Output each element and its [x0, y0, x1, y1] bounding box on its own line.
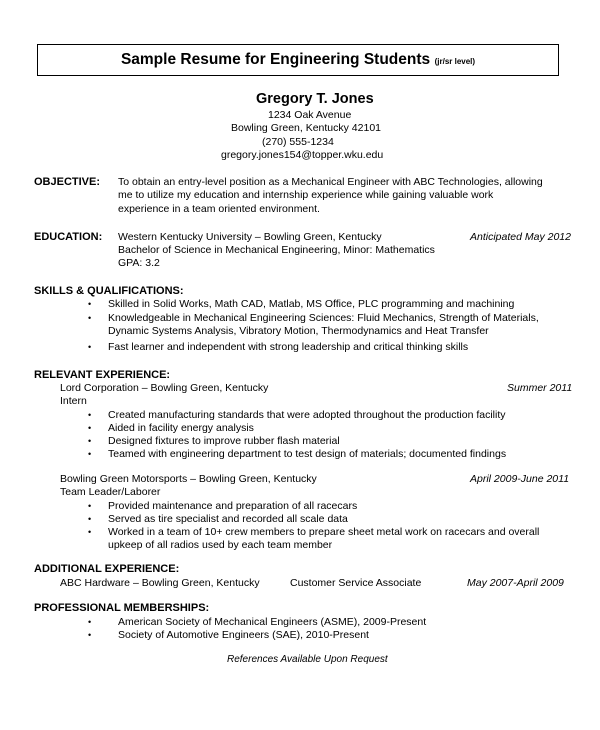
job-duty: Served as tire specialist and recorded all scale data — [108, 513, 348, 525]
education-date: Anticipated May 2012 — [470, 231, 571, 243]
bullet: • — [88, 423, 92, 433]
job-company: Lord Corporation – Bowling Green, Kentucky — [60, 382, 269, 394]
objective-line: me to utilize my education and internship experience while gaining valuable work — [118, 189, 494, 201]
additional-role: Customer Service Associate — [290, 577, 422, 589]
bullet: • — [88, 514, 92, 524]
additional-heading: ADDITIONAL EXPERIENCE: — [34, 563, 180, 575]
objective-line: To obtain an entry-level position as a Mechanical Engineer with ABC Technologies, allowing — [118, 176, 543, 188]
bullet: • — [88, 342, 92, 352]
bullet: • — [88, 436, 92, 446]
skill-item: Skilled in Solid Works, Math CAD, Matlab, MS Office, PLC programming and machining — [108, 298, 515, 310]
job-role: Team Leader/Laborer — [60, 486, 161, 498]
additional-date: May 2007-April 2009 — [467, 577, 564, 589]
memberships-heading: PROFESSIONAL MEMBERSHIPS: — [34, 602, 210, 614]
additional-company: ABC Hardware – Bowling Green, Kentucky — [60, 577, 260, 589]
job-date: April 2009-June 2011 — [470, 473, 570, 485]
bullet: • — [88, 527, 92, 537]
bullet: • — [88, 617, 92, 627]
skill-item: Dynamic Systems Analysis, Vibratory Motion, Thermodynamics and Heat Transfer — [108, 325, 489, 337]
email-address: gregory.jones154@topper.wku.edu — [221, 149, 384, 161]
job-company: Bowling Green Motorsports – Bowling Green, Kentucky — [60, 473, 317, 485]
bullet: • — [88, 501, 92, 511]
skill-item: Knowledgeable in Mechanical Engineering Sciences: Fluid Mechanics, Strength of Materials, — [108, 312, 539, 324]
job-duty: Teamed with engineering department to test design of materials; documented findings — [108, 448, 507, 460]
candidate-name: Gregory T. Jones — [256, 91, 374, 107]
objective-heading: OBJECTIVE: — [34, 176, 101, 188]
job-role: Intern — [60, 395, 87, 407]
membership-item: Society of Automotive Engineers (SAE), 2010-Present — [118, 629, 369, 641]
experience-heading: RELEVANT EXPERIENCE: — [34, 369, 171, 381]
education-degree: Bachelor of Science in Mechanical Engineering, Minor: Mathematics — [118, 244, 435, 256]
job-duty: Designed fixtures to improve rubber flash material — [108, 435, 340, 447]
education-heading: EDUCATION: — [34, 231, 103, 243]
job-duty: Aided in facility energy analysis — [108, 422, 254, 434]
resume-title-box — [37, 44, 559, 76]
job-duty: Created manufacturing standards that were adopted throughout the production facility — [108, 409, 506, 421]
resume-title: Sample Resume for Engineering Students — [120, 51, 431, 68]
objective-line: experience in a team oriented environment. — [118, 203, 320, 215]
membership-item: American Society of Mechanical Engineers (ASME), 2009-Present — [118, 616, 427, 628]
resume-title-level: (jr/sr level) — [434, 57, 476, 66]
job-duty: Worked in a team of 10+ crew members to prepare sheet metal work on racecars and overall — [108, 526, 540, 538]
skills-heading: SKILLS & QUALIFICATIONS: — [34, 285, 184, 297]
references-note: References Available Upon Request — [227, 654, 388, 665]
job-date: Summer 2011 — [507, 382, 573, 394]
bullet: • — [88, 449, 92, 459]
address-street: 1234 Oak Avenue — [268, 109, 352, 121]
phone-number: (270) 555-1234 — [262, 136, 334, 148]
education-school: Western Kentucky University – Bowling Green, Kentucky — [118, 231, 382, 243]
skill-item: Fast learner and independent with strong leadership and critical thinking skills — [108, 341, 469, 353]
bullet: • — [88, 313, 92, 323]
education-gpa: GPA: 3.2 — [118, 257, 160, 269]
job-duty: upkeep of all radios used by each team member — [108, 539, 333, 551]
bullet: • — [88, 410, 92, 420]
address-city: Bowling Green, Kentucky 42101 — [231, 122, 382, 134]
job-duty: Provided maintenance and preparation of all racecars — [108, 500, 358, 512]
bullet: • — [88, 630, 92, 640]
bullet: • — [88, 299, 92, 309]
